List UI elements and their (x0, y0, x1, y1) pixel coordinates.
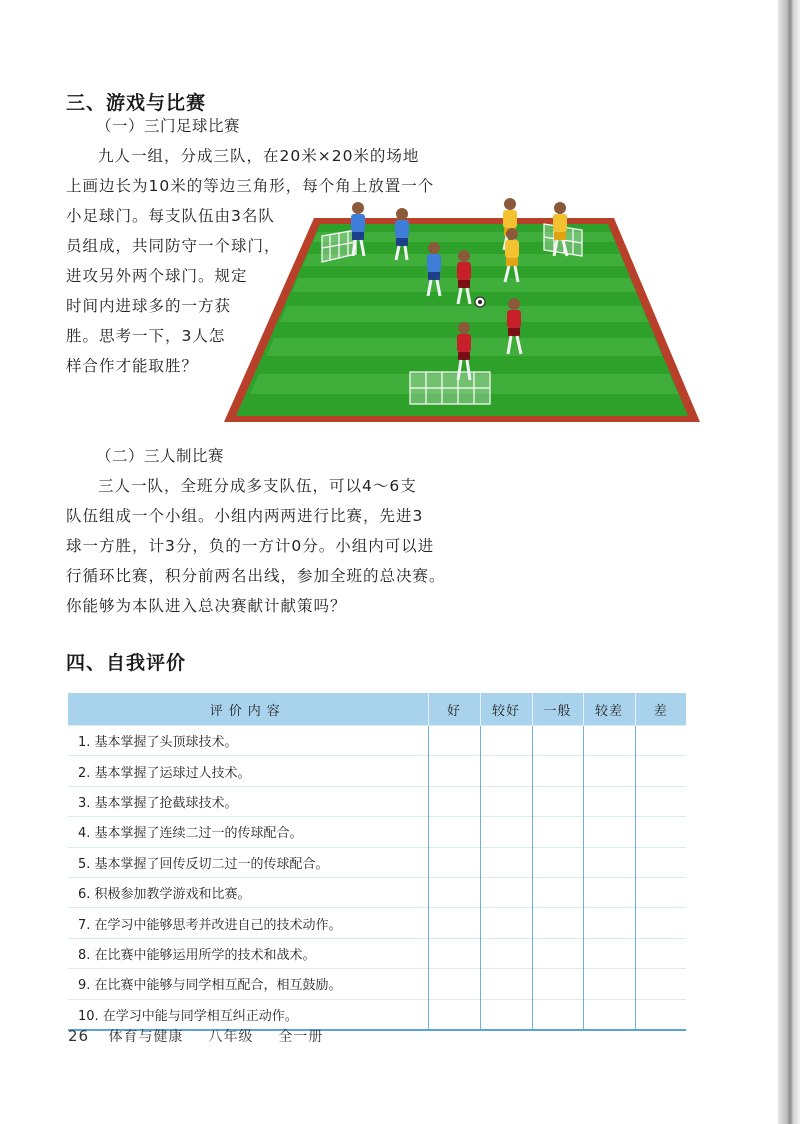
table-row (68, 786, 686, 816)
text-line: 队伍组成一个小组。小组内两两进行比赛，先进3 (66, 507, 424, 525)
text-line: 球一方胜，计3分，负的一方计0分。小组内可以进 (66, 537, 435, 555)
rating-cell[interactable] (635, 969, 686, 999)
rating-cell[interactable] (635, 938, 686, 968)
rating-cell[interactable] (428, 999, 480, 1030)
table-row (68, 938, 686, 968)
text-line: 行循环比赛，积分前两名出线，参加全班的总决赛。 (66, 567, 446, 585)
row-label: 6. 积极参加教学游戏和比赛。 (68, 877, 428, 907)
row-label: 10. 在学习中能与同学相互纠正动作。 (68, 999, 428, 1030)
rating-cell[interactable] (428, 969, 480, 999)
table-row (68, 908, 686, 938)
rating-cell[interactable] (532, 847, 583, 877)
rating-cell[interactable] (635, 786, 686, 816)
text-line: 小足球门。每支队伍由3名队 (66, 207, 275, 225)
rating-cell[interactable] (635, 756, 686, 786)
header-content: 评价内容 (68, 693, 428, 726)
table-row (68, 726, 686, 756)
header-good: 好 (428, 693, 480, 726)
rating-cell[interactable] (532, 938, 583, 968)
rating-cell[interactable] (532, 786, 583, 816)
rating-cell[interactable] (428, 786, 480, 816)
rating-cell[interactable] (532, 969, 583, 999)
rating-cell[interactable] (583, 817, 635, 847)
rating-cell[interactable] (583, 786, 635, 816)
rating-cell[interactable] (583, 756, 635, 786)
rating-cell[interactable] (480, 938, 532, 968)
section-4-title: 四、自我评价 (66, 652, 187, 674)
rating-cell[interactable] (480, 786, 532, 816)
row-label: 9. 在比赛中能够与同学相互配合，相互鼓励。 (68, 969, 428, 999)
header-poor: 差 (635, 693, 686, 726)
table-row (68, 847, 686, 877)
rating-cell[interactable] (480, 969, 532, 999)
rating-cell[interactable] (428, 908, 480, 938)
rating-cell[interactable] (480, 756, 532, 786)
rating-cell[interactable] (532, 817, 583, 847)
rating-cell[interactable] (583, 726, 635, 756)
rating-cell[interactable] (428, 847, 480, 877)
rating-cell[interactable] (635, 817, 686, 847)
row-label: 3. 基本掌握了抢截球技术。 (68, 786, 428, 816)
rating-cell[interactable] (583, 877, 635, 907)
page-spine (778, 0, 800, 1124)
rating-cell[interactable] (428, 726, 480, 756)
section-3-title: 三、游戏与比赛 (66, 92, 207, 114)
text-line: 进攻另外两个球门。规定 (66, 267, 248, 285)
rating-cell[interactable] (480, 817, 532, 847)
text-line: 胜。思考一下，3人怎 (66, 327, 226, 345)
subsection-2-text (66, 471, 446, 621)
rating-cell[interactable] (428, 756, 480, 786)
rating-cell[interactable] (532, 877, 583, 907)
rating-cell[interactable] (635, 847, 686, 877)
text-line: 九人一组，分成三队，在20米×20米的场地 (98, 147, 420, 165)
book-title: 体育与健康 (108, 1029, 184, 1045)
text-line: 上画边长为10米的等边三角形，每个角上放置一个 (66, 177, 435, 195)
rating-cell[interactable] (428, 938, 480, 968)
page-number: 26 (68, 1027, 90, 1045)
rating-cell[interactable] (532, 726, 583, 756)
table-row (68, 817, 686, 847)
rating-cell[interactable] (583, 999, 635, 1030)
rating-cell[interactable] (532, 999, 583, 1030)
rating-cell[interactable] (480, 908, 532, 938)
goal-bottom (410, 372, 490, 404)
text-line: 时间内进球多的一方获 (66, 297, 232, 315)
row-label: 4. 基本掌握了连续二过一的传球配合。 (68, 817, 428, 847)
row-label: 7. 在学习中能够思考并改进自己的技术动作。 (68, 908, 428, 938)
text-line: 样合作才能取胜？ (66, 357, 199, 375)
rating-cell[interactable] (532, 908, 583, 938)
rating-cell[interactable] (480, 999, 532, 1030)
rating-cell[interactable] (428, 817, 480, 847)
self-evaluation-table (68, 693, 686, 1031)
subsection-2-title: （二）三人制比赛 (96, 447, 225, 465)
page-footer (68, 1026, 323, 1046)
subsection-1-title: （一）三门足球比赛 (96, 117, 241, 135)
rating-cell[interactable] (583, 938, 635, 968)
header-fairly-good: 较好 (480, 693, 532, 726)
grade-label: 八年级 (208, 1029, 254, 1045)
volume-label: 全一册 (278, 1029, 324, 1045)
header-average: 一般 (532, 693, 583, 726)
row-label: 8. 在比赛中能够运用所学的技术和战术。 (68, 938, 428, 968)
rating-cell[interactable] (532, 756, 583, 786)
table-row (68, 877, 686, 907)
text-line: 你能够为本队进入总决赛献计献策吗？ (66, 597, 347, 615)
rating-cell[interactable] (635, 726, 686, 756)
rating-cell[interactable] (635, 908, 686, 938)
rating-cell[interactable] (480, 877, 532, 907)
rating-cell[interactable] (583, 847, 635, 877)
rating-cell[interactable] (635, 877, 686, 907)
table-row (68, 969, 686, 999)
row-label: 1. 基本掌握了头顶球技术。 (68, 726, 428, 756)
row-label: 2. 基本掌握了运球过人技术。 (68, 756, 428, 786)
rating-cell[interactable] (635, 999, 686, 1030)
rating-cell[interactable] (583, 908, 635, 938)
rating-cell[interactable] (428, 877, 480, 907)
rating-cell[interactable] (480, 847, 532, 877)
soccer-ball (475, 297, 485, 307)
table-header-row (68, 693, 686, 726)
soccer-field-illustration (222, 196, 704, 428)
text-line: 员组成，共同防守一个球门， (66, 237, 281, 255)
rating-cell[interactable] (583, 969, 635, 999)
table-row (68, 756, 686, 786)
text-line: 三人一队，全班分成多支队伍，可以4～6支 (98, 477, 417, 495)
row-label: 5. 基本掌握了回传反切二过一的传球配合。 (68, 847, 428, 877)
rating-cell[interactable] (480, 726, 532, 756)
header-fairly-poor: 较差 (583, 693, 635, 726)
